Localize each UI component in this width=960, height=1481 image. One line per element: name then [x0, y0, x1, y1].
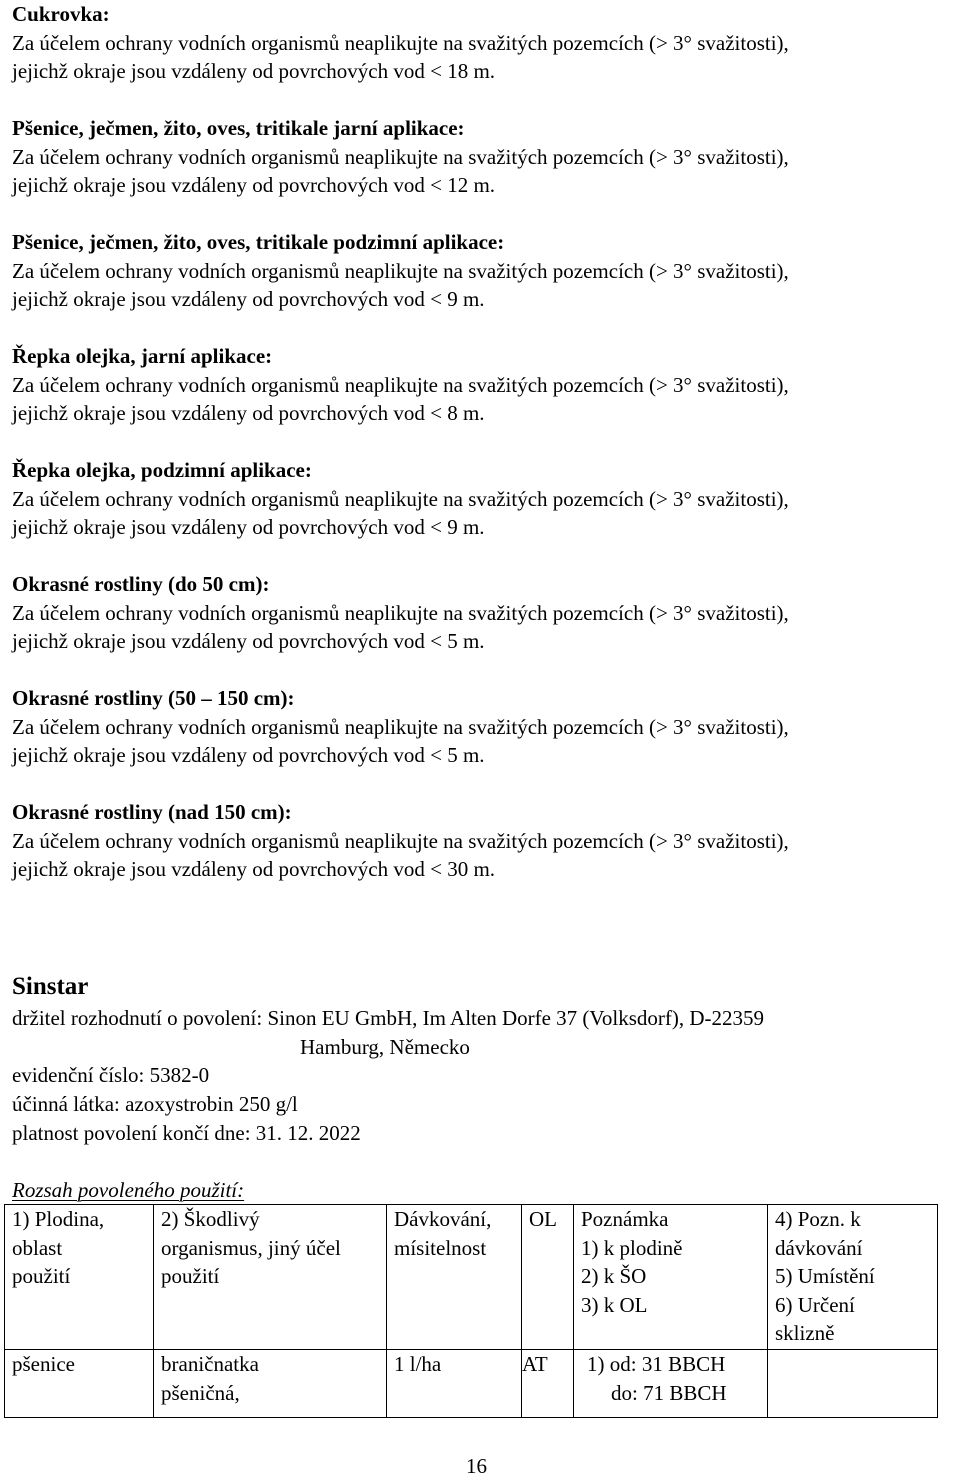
restriction-section: [12, 456, 944, 542]
section-text-line: jejichž okraje jsou vzdáleny od povrchových vod < 5 m.: [12, 629, 485, 653]
cell-text: braničnatka: [161, 1352, 259, 1376]
restriction-section: [12, 684, 944, 770]
cell-text: organismus, jiný účel: [161, 1235, 341, 1260]
cell-text: 3) k OL: [581, 1292, 648, 1317]
table-cell: [154, 1350, 387, 1418]
restriction-section: [12, 114, 944, 200]
cell-text: 2) k ŠO: [581, 1264, 647, 1288]
section-text-line: Za účelem ochrany vodních organismů neaplikujte na svažitých pozemcích (> 3° svažitosti),: [12, 714, 789, 739]
holder-line-1: držitel rozhodnutí o povolení: Sinon EU GmbH, Im Alten Dorfe 37 (Volksdorf), D-22359: [12, 1006, 765, 1030]
table-header-row: [5, 1205, 938, 1350]
restriction-sections: [12, 0, 944, 884]
holder-line-2: Hamburg, Německo: [300, 1035, 470, 1059]
section-heading: Pšenice, ječmen, žito, oves, tritikale podzimní aplikace:: [12, 230, 505, 254]
validity-date: platnost povolení končí dne: 31. 12. 2022: [12, 1121, 361, 1145]
section-heading: Okrasné rostliny (do 50 cm):: [12, 572, 270, 596]
section-text-line: Za účelem ochrany vodních organismů neaplikujte na svažitých pozemcích (> 3° svažitosti),: [12, 144, 789, 169]
restriction-section: [12, 342, 944, 428]
section-text-line: jejichž okraje jsou vzdáleny od povrchových vod < 12 m.: [12, 173, 496, 197]
table-cell: [387, 1350, 522, 1418]
section-text-line: Za účelem ochrany vodních organismů neaplikujte na svažitých pozemcích (> 3° svažitosti),: [12, 258, 789, 283]
section-text-line: jejichž okraje jsou vzdáleny od povrchových vod < 30 m.: [12, 857, 496, 881]
cell-text: Dávkování,: [394, 1207, 492, 1231]
table-cell: [522, 1350, 574, 1418]
cell-text: dávkování: [775, 1235, 863, 1260]
document-page: [12, 0, 944, 912]
table-cell: [574, 1350, 768, 1418]
table-cell: [387, 1205, 522, 1350]
section-text-line: jejichž okraje jsou vzdáleny od povrchových vod < 5 m.: [12, 743, 485, 767]
page-number: 16: [466, 1454, 487, 1478]
section-text-line: Za účelem ochrany vodních organismů neaplikujte na svažitých pozemcích (> 3° svažitosti),: [12, 372, 789, 397]
section-text-line: Za účelem ochrany vodních organismů neaplikujte na svažitých pozemcích (> 3° svažitosti),: [12, 828, 789, 853]
section-heading: Řepka olejka, podzimní aplikace:: [12, 458, 312, 482]
restriction-section: [12, 570, 944, 656]
cell-text: 1) k plodině: [581, 1235, 683, 1260]
table-cell: [5, 1350, 154, 1418]
section-heading: Pšenice, ječmen, žito, oves, tritikale jarní aplikace:: [12, 116, 465, 140]
cell-text: 5) Umístění: [775, 1264, 875, 1288]
registration-number: evidenční číslo: 5382-0: [12, 1063, 210, 1087]
table-cell: [154, 1205, 387, 1350]
cell-text: použití: [161, 1264, 220, 1288]
table-cell: [768, 1205, 938, 1350]
section-text-line: jejichž okraje jsou vzdáleny od povrchových vod < 9 m.: [12, 515, 485, 539]
cell-text: oblast: [12, 1235, 63, 1260]
cell-text: sklizně: [775, 1321, 835, 1345]
scope-table: [4, 1204, 938, 1418]
restriction-section: [12, 228, 944, 314]
cell-text: použití: [12, 1264, 71, 1288]
cell-text: Poznámka: [581, 1207, 669, 1231]
section-text-line: jejichž okraje jsou vzdáleny od povrchových vod < 8 m.: [12, 401, 485, 425]
section-heading: Cukrovka:: [12, 2, 110, 26]
cell-text: 6) Určení: [775, 1292, 855, 1317]
cell-text: OL: [529, 1207, 557, 1231]
cell-text: pšenice: [12, 1352, 75, 1376]
table-cell: [5, 1205, 154, 1350]
table-row: [5, 1350, 938, 1418]
section-heading: Okrasné rostliny (50 – 150 cm):: [12, 686, 295, 710]
section-heading: Řepka olejka, jarní aplikace:: [12, 344, 273, 368]
cell-text: 1 l/ha: [394, 1352, 442, 1376]
table-cell: [522, 1205, 574, 1350]
cell-text: 1) od: 31 BBCH: [587, 1352, 726, 1376]
scope-title: Rozsah povoleného použití:: [12, 1178, 245, 1202]
active-substance: účinná látka: azoxystrobin 250 g/l: [12, 1092, 298, 1116]
table-cell: [768, 1350, 938, 1418]
section-text-line: Za účelem ochrany vodních organismů neaplikujte na svažitých pozemcích (> 3° svažitosti),: [12, 30, 789, 55]
section-text-line: jejichž okraje jsou vzdáleny od povrchových vod < 18 m.: [12, 59, 496, 83]
table-cell: [574, 1205, 768, 1350]
restriction-section: [12, 0, 944, 86]
section-text-line: jejichž okraje jsou vzdáleny od povrchových vod < 9 m.: [12, 287, 485, 311]
product-name: Sinstar: [12, 973, 89, 1000]
cell-text: do: 71 BBCH: [611, 1380, 727, 1405]
section-text-line: Za účelem ochrany vodních organismů neaplikujte na svažitých pozemcích (> 3° svažitosti),: [12, 486, 789, 511]
cell-text: 4) Pozn. k: [775, 1207, 861, 1231]
cell-text: 2) Škodlivý: [161, 1207, 260, 1231]
cell-text: 1) Plodina,: [12, 1207, 105, 1231]
cell-text: mísitelnost: [394, 1235, 487, 1260]
cell-text: pšeničná,: [161, 1380, 240, 1405]
restriction-section: [12, 798, 944, 884]
cell-text: AT: [522, 1352, 548, 1376]
section-heading: Okrasné rostliny (nad 150 cm):: [12, 800, 292, 824]
section-text-line: Za účelem ochrany vodních organismů neaplikujte na svažitých pozemcích (> 3° svažitosti),: [12, 600, 789, 625]
